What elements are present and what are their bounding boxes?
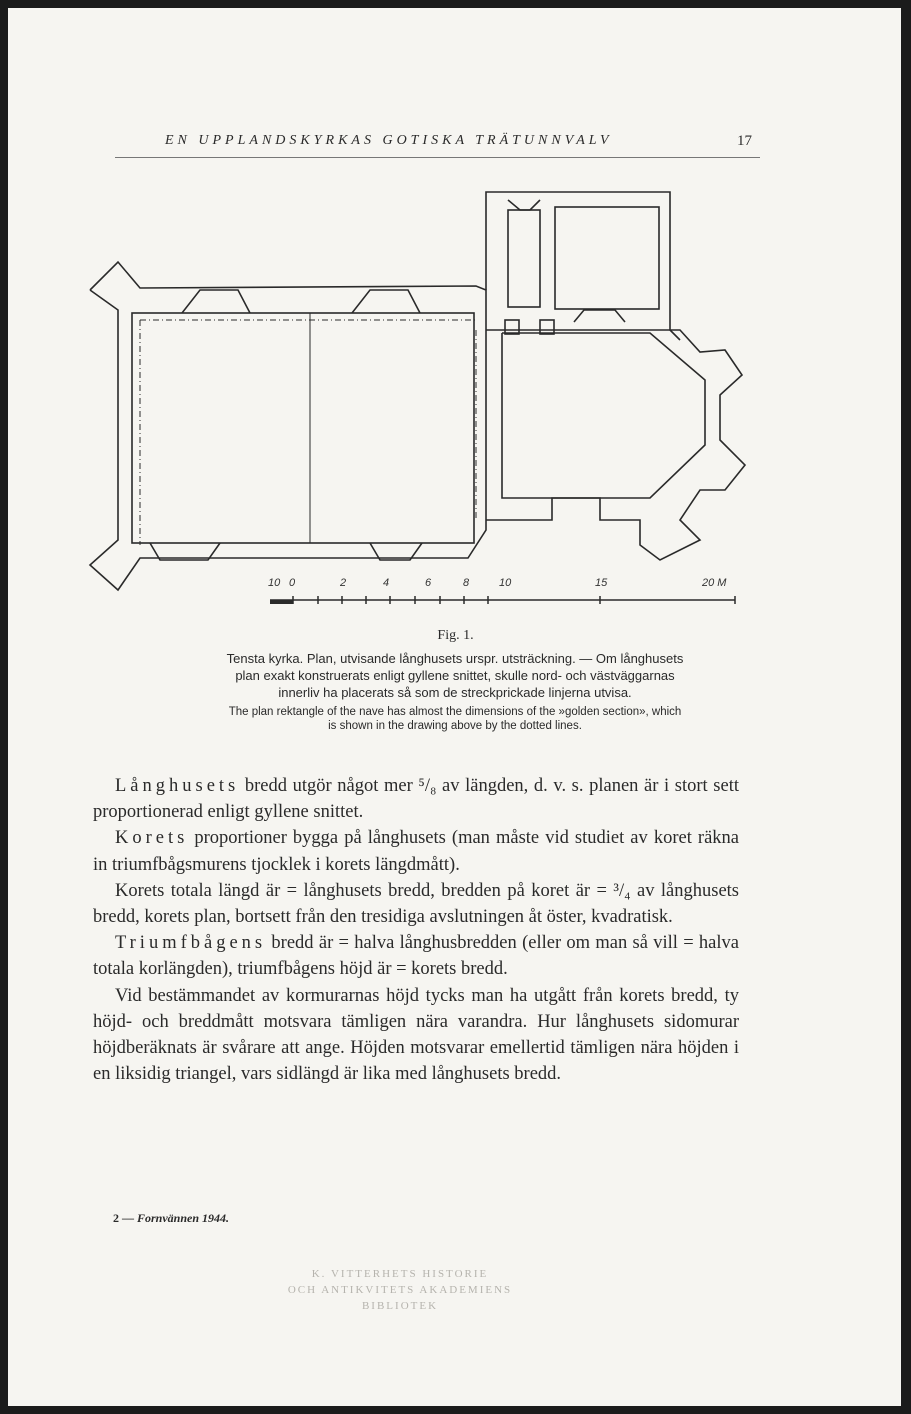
chancel-corner (574, 310, 625, 322)
running-title: EN UPPLANDSKYRKAS GOTISKA TRÄTUNNVALV (165, 133, 613, 148)
paragraph-1 (93, 773, 739, 825)
sacristy-outer-wall (486, 192, 680, 340)
page-number: 17 (737, 133, 752, 149)
scale-label: 8 (463, 577, 470, 589)
caption-line: plan exakt konstruerats enligt gyllene snittet, skulle nord- och västväggarnas (235, 668, 675, 683)
paragraph-text: bredd utgör något mer ⁵/₈ av längden, d. v. s. planen är i stort sett proportionerad enligt gyllene snittet. (93, 776, 739, 823)
chancel-inner-wall (502, 333, 705, 498)
triumph-arch-pier-2 (540, 320, 554, 334)
paragraph-text: bredd är = halva långhusbredden (eller om man så vill = halva totala korlängden), triumfbågens höjd är = korets bredd. (93, 933, 739, 980)
north-buttress-2 (352, 290, 420, 313)
footer-signature (113, 1211, 229, 1226)
figure-label: Fig. 1. (437, 628, 474, 643)
library-stamp (270, 1266, 530, 1314)
paragraph-4 (93, 930, 739, 982)
sacristy-room (555, 207, 659, 309)
caption-swedish (90, 650, 820, 701)
paragraph-3: Korets totala längd är = långhusets bredd, bredden på koret är = ³/₄ av långhusets bredd, korets plan, bortsett från den tresidiga avslutningen åt öster, kvadratisk. (93, 880, 739, 928)
scale-label: 0 (289, 577, 296, 589)
nave-outer-wall (90, 262, 486, 590)
signature-number: 2 — (113, 1211, 137, 1225)
stamp-line: K. VITTERHETS HISTORIE (311, 1268, 489, 1280)
church-floor-plan (0, 0, 911, 620)
paragraph-2 (93, 825, 739, 877)
caption-english (90, 705, 820, 733)
nave-inner-wall (132, 313, 474, 543)
triumph-arch-pier-1 (505, 320, 519, 334)
spaced-term: Triumfbågens (115, 933, 267, 954)
north-buttress-1 (182, 290, 250, 313)
chancel-outer-wall (486, 330, 745, 560)
scale-label: 2 (340, 577, 347, 589)
stamp-line: OCH ANTIKVITETS AKADEMIENS (287, 1284, 513, 1296)
spaced-term: Långhusets (115, 776, 240, 796)
paragraph-5: Vid bestämmandet av kormurarnas höjd tycks man ha utgått från korets bredd, ty höjd- och breddmått motsvara tämligen nära varandra. Hur långhusets sidomurar höjdberäknats är svårare att ange. Höjden motsvarar emellertid tämligen nära höjden i en liksidig triangel, vars sidlängd är lika med långhusets bredd. (93, 985, 739, 1085)
caption-line: is shown in the drawing above by the dotted lines. (328, 720, 582, 732)
scale-label: 15 (595, 577, 608, 589)
scale-label: 4 (383, 577, 390, 589)
spaced-term: Korets (115, 828, 189, 849)
caption-line: The plan rektangle of the nave has almost the dimensions of the »golden section», which (228, 706, 682, 718)
journal-name: Fornvännen 1944. (137, 1211, 230, 1225)
stamp-line: BIBLIOTEK (361, 1300, 439, 1312)
scale-label: 20 M (702, 577, 727, 589)
scale-label: 10 (499, 577, 512, 589)
sacristy-door (508, 200, 540, 210)
caption-line: Tensta kyrka. Plan, utvisande långhusets urspr. utsträckning. — Om långhusets (226, 651, 684, 666)
sacristy-inner (508, 210, 540, 307)
body-text (93, 773, 739, 1087)
scale-bar (270, 596, 735, 604)
scale-label: 10 (268, 577, 281, 589)
paragraph-text: proportioner bygga på långhusets (man måste vid studiet av koret räkna in triumfbågsmurens tjocklek i korets längdmått). (93, 828, 739, 875)
caption-line: innerliv ha placerats så som de streckprickade linjerna utvisa. (278, 685, 632, 700)
scale-label: 6 (425, 577, 432, 589)
